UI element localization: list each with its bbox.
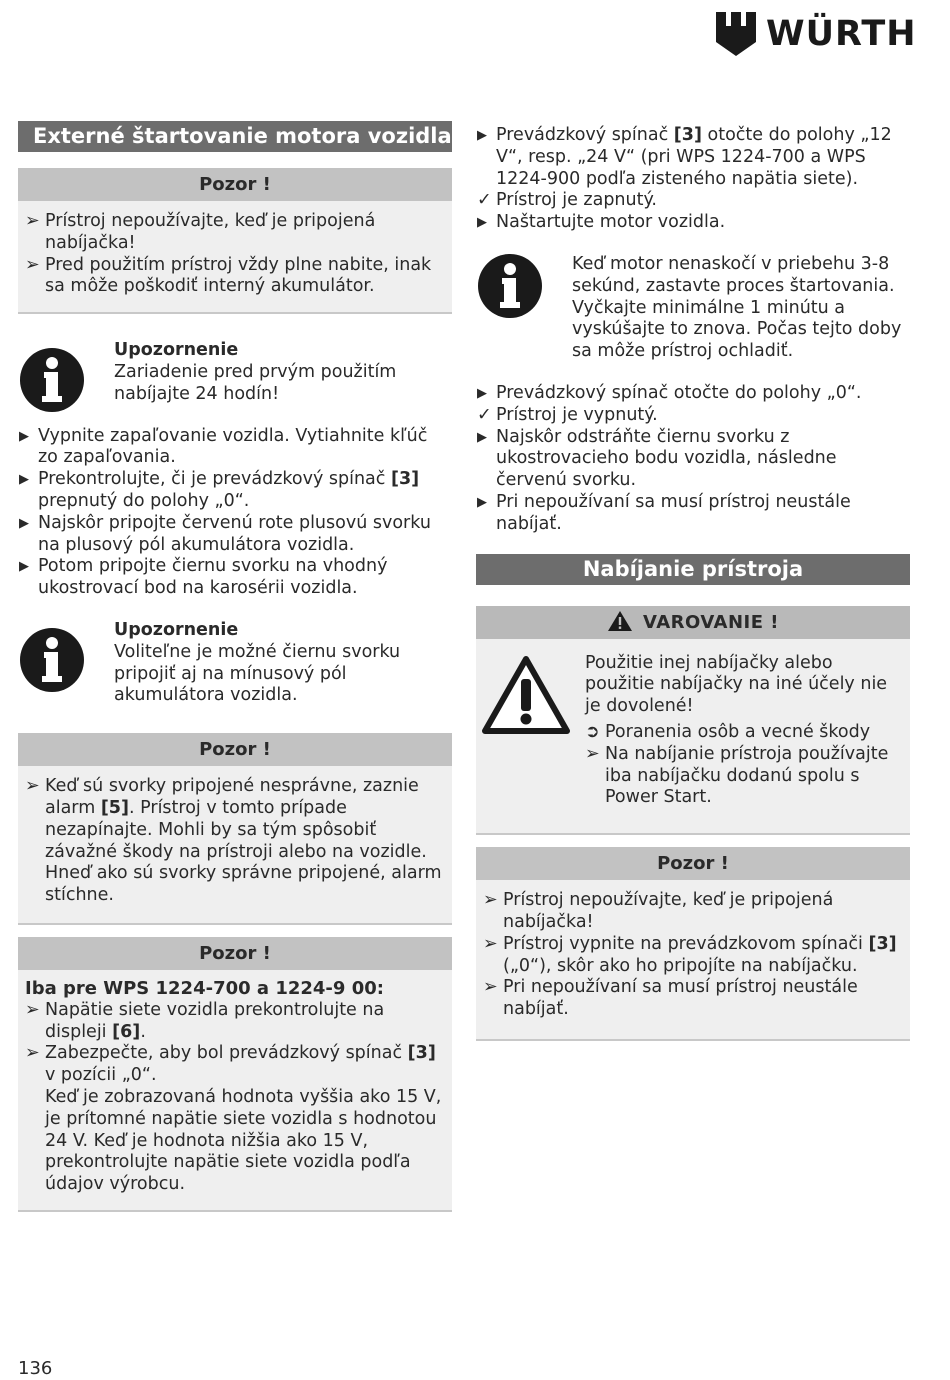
- steps-list-2: [476, 383, 910, 536]
- caution-box-1: [18, 168, 452, 314]
- section-title-charging: Nabíjanie prístroja: [476, 554, 910, 585]
- list-item: ▶ Prevádzkový spínač [3] otočte do polohy „12 V“, resp. „24 V“ (pri WPS 1224-700 a WPS 1224-900 podľa zisteného napätia siete).: [477, 125, 892, 189]
- list-item: ➢ Pred použitím prístroj vždy plne nabite, inak sa môže poškodiť interný akumulátor.: [25, 254, 432, 297]
- arrow-result-icon: ➲: [585, 721, 600, 742]
- warning-consequence: ➲ Poranenia osôb a vecné škody: [585, 721, 871, 742]
- info-icon: [478, 254, 542, 318]
- chevron-right-icon: ➢: [25, 999, 40, 1020]
- caution-box-3-title: Pozor !: [18, 937, 452, 970]
- chevron-right-icon: ➢: [25, 1043, 40, 1064]
- caution-box-2-title: Pozor !: [18, 733, 452, 766]
- chevron-right-icon: ➢: [25, 211, 40, 231]
- warning-box-title: VAROVANIE !: [476, 606, 910, 639]
- list-item: ➢ Pri nepoužívaní sa musí prístroj neustále nabíjať.: [483, 977, 858, 1020]
- brand-logo: [716, 12, 917, 56]
- list-item: ▶ Prevádzkový spínač otočte do polohy „0“.: [477, 382, 862, 403]
- caution-box-4-title: Pozor !: [476, 847, 910, 880]
- caution-box-3: [18, 937, 452, 1212]
- list-item: ➢ Prístroj nepoužívajte, keď je pripojená nabíjačka!: [483, 890, 834, 932]
- note-1-text: Zariadenie pred prvým použitím nabíjajte 24 hodín!: [114, 361, 397, 404]
- list-item: ▶ Potom pripojte čiernu svorku na vhodný ukostrovací bod na karosérii vozidla.: [19, 556, 388, 599]
- caution-box-3-extra: Keď je zobrazovaná hodnota vyššia ako 15 V, je prítomné napätie siete vozidla s hodnotou 24 V. Keď je hodnota nižšia ako 15 V, prekontrolujte napätie siete vozidla podľa údajov výrobcu.: [45, 1086, 442, 1195]
- list-item: ➢ Na nabíjanie prístroja používajte iba nabíjačku dodanú spolu s Power Start.: [585, 743, 889, 808]
- brand-name: WÜRTH: [766, 14, 917, 54]
- list-item: ✓ Prístroj je vypnutý.: [477, 404, 658, 425]
- warning-box: [476, 606, 910, 836]
- section-title-external-start: Externé štartovanie motora vozidla: [18, 121, 452, 152]
- list-item: ▶ Prekontrolujte, či je prevádzkový spínač [3] prepnutý do polohy „0“.: [19, 469, 420, 511]
- list-item: ▶ Vypnite zapaľovanie vozidla. Vytiahnite kľúč zo zapaľovania.: [19, 425, 428, 468]
- list-item: ➢ Napätie siete vozidla prekontrolujte na displeji [6].: [25, 999, 385, 1042]
- note-1-title: Upozornenie: [114, 340, 239, 361]
- triangle-bullet-icon: ▶: [477, 128, 487, 143]
- chevron-right-icon: ➢: [25, 254, 40, 275]
- caution-box-4: [476, 847, 910, 1041]
- list-item: ➢ Prístroj vypnite na prevádzkovom spínači [3] („0“), skôr ako ho pripojíte na nabíjačku.: [483, 933, 897, 976]
- triangle-bullet-icon: ▶: [477, 429, 487, 445]
- check-icon: ✓: [477, 404, 492, 425]
- list-item: ▶ Pri nepoužívaní sa musí prístroj neustále nabíjať.: [477, 491, 851, 534]
- list-item: ➢ Prístroj nepoužívajte, keď je pripojená nabíjačka!: [25, 211, 376, 253]
- note-block-2: [18, 620, 452, 707]
- note-block-1: [18, 340, 452, 405]
- triangle-bullet-icon: ▶: [477, 385, 487, 401]
- chevron-right-icon: ➢: [25, 776, 40, 797]
- wurth-logo-icon: [716, 12, 756, 56]
- warning-triangle-icon: [607, 610, 633, 632]
- left-column: [18, 121, 452, 1212]
- warning-triangle-icon: [481, 655, 571, 735]
- triangle-bullet-icon: ▶: [19, 515, 29, 531]
- triangle-bullet-icon: ▶: [477, 494, 487, 510]
- caution-box-1-title: Pozor !: [18, 168, 452, 201]
- info-icon: [20, 628, 84, 692]
- note-3-text: Keď motor nenaskočí v priebehu 3-8 sekúnd, zastavte proces štartovania. Vyčkajte minimálne 1 minútu a vyskúšajte to znova. Počas tejto doby sa môže prístroj ochladiť.: [572, 253, 902, 362]
- triangle-bullet-icon: ▶: [477, 215, 487, 231]
- right-column: [476, 125, 910, 1041]
- caution-box-3-subtitle: Iba pre WPS 1224-700 a 1224-9 00:: [25, 977, 384, 999]
- info-icon: [20, 348, 84, 412]
- warning-text: Použitie inej nabíjačky alebo použitie nabíjačky na iné účely nie je dovolené!: [585, 652, 888, 717]
- check-icon: ✓: [477, 190, 492, 211]
- chevron-right-icon: ➢: [585, 743, 600, 764]
- list-item: ▶ Najskôr odstráňte čiernu svorku z ukostrovacieho bodu vozidla, následne červenú svorku.: [477, 426, 837, 491]
- caution-box-2: [18, 733, 452, 925]
- triangle-bullet-icon: ▶: [19, 472, 29, 488]
- chevron-right-icon: ➢: [483, 933, 498, 954]
- note-2-title: Upozornenie: [114, 619, 239, 640]
- chevron-right-icon: ➢: [483, 890, 498, 911]
- page-number: 136: [18, 1358, 53, 1379]
- list-item: ➢ Keď sú svorky pripojené nesprávne, zaznie alarm [5]. Prístroj v tomto prípade nezapínajte. Mohli by sa tým spôsobiť závažné škody na prístroji alebo na vozidle. Hneď ako sú svorky správne pripojené, alarm stíchne.: [25, 776, 442, 906]
- list-item: ▶ Najskôr pripojte červenú rote plusovú svorku na plusový pól akumulátora vozidla.: [19, 512, 431, 555]
- triangle-bullet-icon: ▶: [19, 559, 29, 575]
- list-item: ✓ Prístroj je zapnutý.: [477, 190, 657, 211]
- note-2-text: Voliteľne je možné čiernu svorku pripojiť aj na mínusový pól akumulátora vozidla.: [114, 641, 401, 706]
- list-item: ▶ Naštartujte motor vozidla.: [477, 212, 726, 233]
- note-block-3: [476, 254, 910, 363]
- chevron-right-icon: ➢: [483, 977, 498, 998]
- list-item: ➢ Zabezpečte, aby bol prevádzkový spínač [3] v pozícii „0“.: [25, 1043, 436, 1086]
- triangle-bullet-icon: ▶: [19, 428, 29, 444]
- steps-list-1: [18, 426, 452, 600]
